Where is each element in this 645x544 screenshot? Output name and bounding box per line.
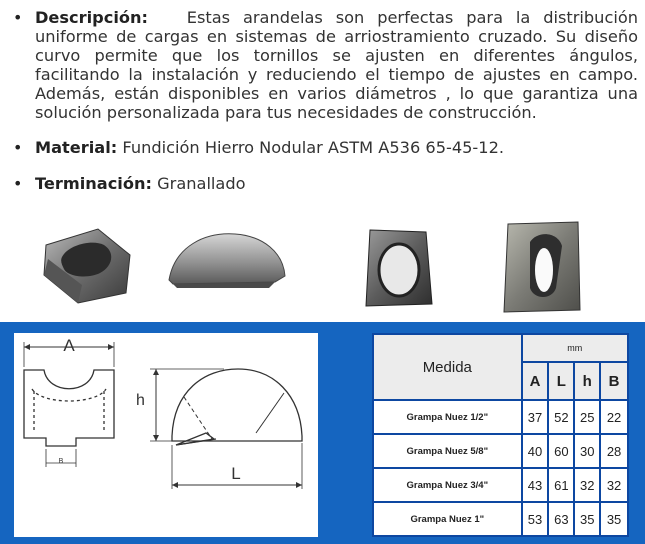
material-label: Material:	[35, 138, 118, 157]
bullet-dot: •	[13, 174, 23, 193]
technical-drawing	[14, 333, 318, 537]
column-header: L	[548, 362, 574, 400]
washer-photo-2	[165, 228, 290, 290]
cell-value: 37	[522, 400, 549, 434]
cell-value: 52	[548, 400, 574, 434]
column-header: B	[600, 362, 628, 400]
description-text: Estas arandelas son perfectas para la distribución uniforme de cargas en sistemas de arriostramiento cruzado. Su diseño curvo permite que los tornillos se ajusten en diferentes ángulos, facilitando la instalación y reduciendo el tiempo de ajustes en campo. Además, están disponibles en varios diámetros , lo que garantiza una solución personalizada para tus necesidades de construcción.	[35, 8, 639, 122]
bullet-dot: •	[13, 8, 23, 27]
dimensions-table	[372, 333, 629, 537]
bullet-finish	[10, 174, 638, 193]
washer-photo-3	[356, 222, 436, 314]
cell-value: 60	[548, 434, 574, 468]
bullet-material	[10, 138, 638, 157]
cell-value: 22	[600, 400, 628, 434]
material-text: Fundición Hierro Nodular ASTM A536 65-45-12.	[122, 138, 505, 157]
washer-photo-1	[38, 223, 138, 305]
table-row	[373, 468, 628, 502]
header-unit: mm	[522, 334, 628, 362]
table-row	[373, 434, 628, 468]
cell-value: 63	[548, 502, 574, 536]
cell-value: 43	[522, 468, 549, 502]
cell-value: 61	[548, 468, 574, 502]
bullet-description	[10, 8, 638, 122]
cell-value: 53	[522, 502, 549, 536]
feature-list	[10, 8, 638, 193]
cell-value: 30	[574, 434, 600, 468]
column-header: h	[574, 362, 600, 400]
header-medida: Medida	[373, 334, 522, 400]
dim-label-a: A	[63, 336, 75, 355]
row-name: Grampa Nuez 5/8"	[373, 434, 522, 468]
cell-value: 32	[600, 468, 628, 502]
finish-label: Terminación:	[35, 174, 152, 193]
cell-value: 40	[522, 434, 549, 468]
row-name: Grampa Nuez 3/4"	[373, 468, 522, 502]
table-row	[373, 400, 628, 434]
row-name: Grampa Nuez 1"	[373, 502, 522, 536]
dim-label-b: B	[58, 458, 64, 465]
cell-value: 32	[574, 468, 600, 502]
description-label: Descripción:	[35, 8, 149, 27]
washer-photo-4	[498, 216, 586, 316]
dim-label-h: h	[136, 392, 145, 409]
dim-label-l: L	[231, 464, 241, 483]
cell-value: 35	[574, 502, 600, 536]
finish-text: Granallado	[157, 174, 246, 193]
cell-value: 25	[574, 400, 600, 434]
row-name: Grampa Nuez 1/2"	[373, 400, 522, 434]
table-row	[373, 502, 628, 536]
cell-value: 28	[600, 434, 628, 468]
cell-value: 35	[600, 502, 628, 536]
column-header: A	[522, 362, 549, 400]
bullet-dot: •	[13, 138, 23, 157]
